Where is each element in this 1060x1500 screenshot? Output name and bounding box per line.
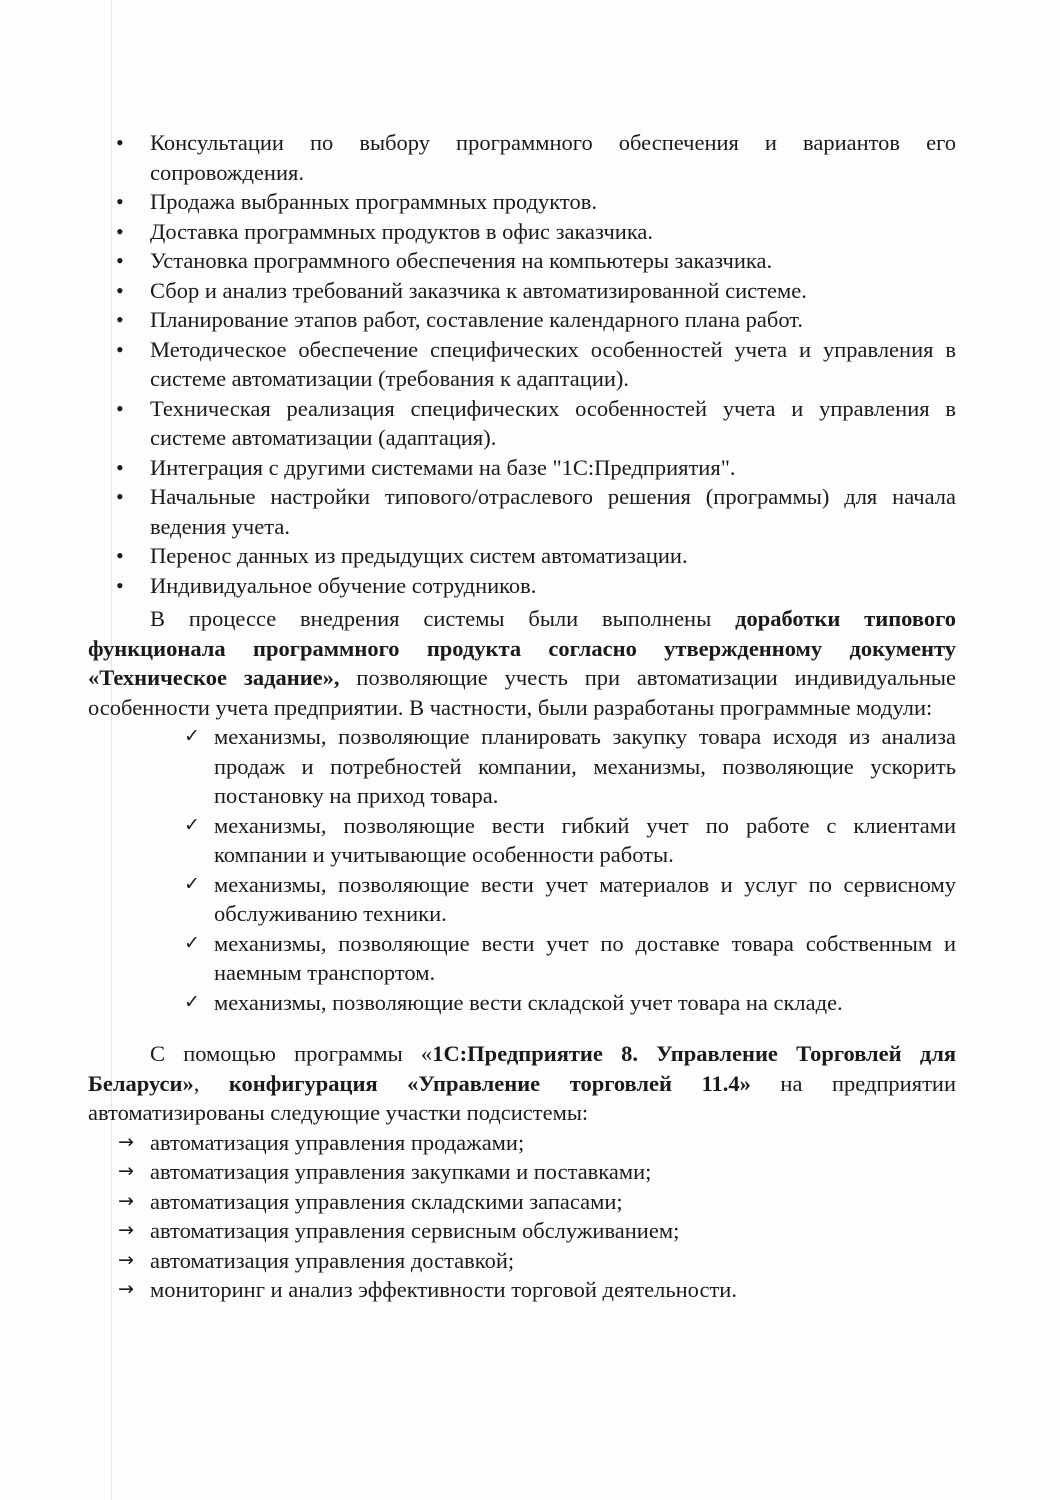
paragraph-automation <box>88 1039 956 1128</box>
paragraph-text: С помощью программы « <box>150 1041 433 1066</box>
paragraph-text: , <box>193 1070 229 1096</box>
list-item: → автоматизация управления продажами; <box>88 1128 956 1158</box>
paragraph-text: позволяющие учесть при автоматизации индивидуальные особенности учета предприятии. В частности, были разработаны программные модули: <box>88 665 956 720</box>
services-bullet-list <box>88 128 956 600</box>
list-item: • Установка программного обеспечения на компьютеры заказчика. <box>88 246 956 276</box>
list-item: • Консультации по выбору программного обеспечения и вариантов его сопровождения. <box>88 128 956 187</box>
list-item: • Методическое обеспечение специфических особенностей учета и управления в системе автоматизации (требования к адаптации). <box>88 335 956 394</box>
paragraph-text: на предприятии автоматизированы следующие участки подсистемы: <box>88 1070 956 1125</box>
list-item: • Доставка программных продуктов в офис заказчика. <box>88 217 956 247</box>
list-item: • Перенос данных из предыдущих систем автоматизации. <box>88 541 956 571</box>
list-item: • Сбор и анализ требований заказчика к автоматизированной системе. <box>88 276 956 306</box>
list-item: → автоматизация управления сервисным обслуживанием; <box>88 1216 956 1246</box>
list-item: → автоматизация управления складскими запасами; <box>88 1187 956 1217</box>
document-body <box>88 128 956 1305</box>
paragraph-bold-text: конфигурация «Управление торговлей 11.4» <box>228 1070 751 1096</box>
list-item: → автоматизация управления закупками и поставками; <box>88 1157 956 1187</box>
list-item: • Планирование этапов работ, составление календарного плана работ. <box>88 305 956 335</box>
list-item: ✓ механизмы, позволяющие вести складской учет товара на складе. <box>88 988 956 1018</box>
list-item: ✓ механизмы, позволяющие планировать закупку товара исходя из анализа продаж и потребностей компании, механизмы, позволяющие ускорить постановку на приход товара. <box>88 722 956 811</box>
subsystems-arrow-list <box>88 1128 956 1305</box>
paragraph-text: В процессе внедрения системы были выполнены <box>150 606 736 631</box>
list-item: → мониторинг и анализ эффективности торговой деятельности. <box>88 1275 956 1305</box>
paragraph-bold-text: доработки типового функционала программного продукта согласно утвержденному документу «Техническое задание», <box>88 606 957 690</box>
list-item: → автоматизация управления доставкой; <box>88 1246 956 1276</box>
list-item: • Продажа выбранных программных продуктов. <box>88 187 956 217</box>
modules-check-list <box>88 722 956 1017</box>
list-item: ✓ механизмы, позволяющие вести учет по доставке товара собственным и наемным транспортом. <box>88 929 956 988</box>
paragraph-bold-text: 1С:Предприятие 8. Управление Торговлей для Беларуси» <box>88 1041 957 1096</box>
list-item: • Техническая реализация специфических особенностей учета и управления в системе автоматизации (адаптация). <box>88 394 956 453</box>
paragraph-modifications <box>88 604 956 722</box>
list-item: ✓ механизмы, позволяющие вести учет материалов и услуг по сервисному обслуживанию техники. <box>88 870 956 929</box>
list-item: • Индивидуальное обучение сотрудников. <box>88 571 956 601</box>
list-item: ✓ механизмы, позволяющие вести гибкий учет по работе с клиентами компании и учитывающие особенности работы. <box>88 811 956 870</box>
list-item: • Интеграция с другими системами на базе "1С:Предприятия". <box>88 453 956 483</box>
list-item: • Начальные настройки типового/отраслевого решения (программы) для начала ведения учета. <box>88 482 956 541</box>
